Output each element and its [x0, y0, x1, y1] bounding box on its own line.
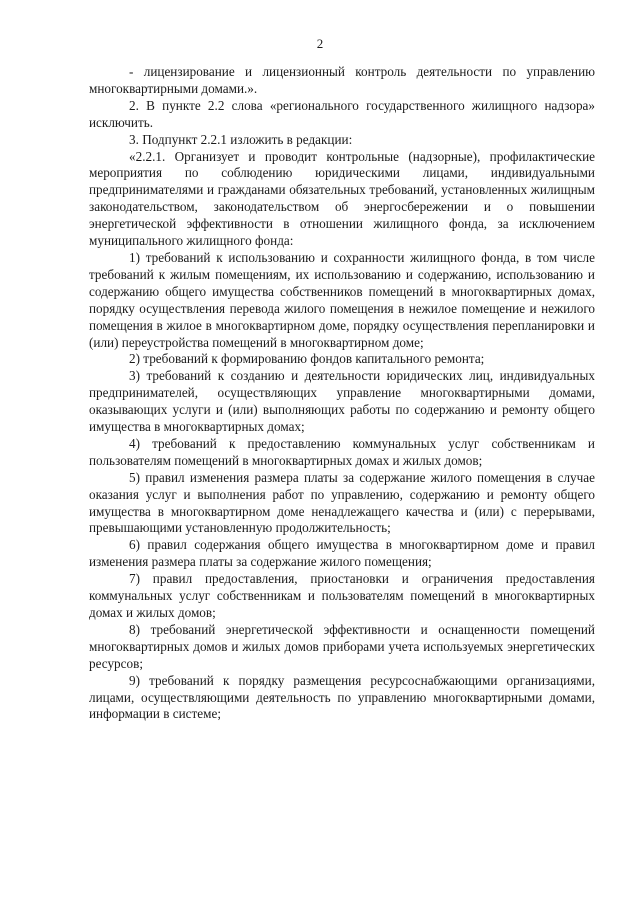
list-item-1: 1) требований к использованию и сохранности жилищного фонда, в том числе требований к жилым помещениям, их использованию и содержанию, использованию и содержанию общего имущества собственников помещений в многоквартирных домах, порядку осуществления перевода жилого помещения в нежилое помещение и нежилого помещения в жилое в многоквартирном доме, порядку осуществления перепланировки и (или) переустройства помещений в многоквартирном доме; — [89, 249, 595, 350]
list-item-3: 3) требований к созданию и деятельности юридических лиц, индивидуальных предпринимателей, осуществляющих управление многоквартирными домами, оказывающих услуги и (или) выполняющих работы по содержанию и ремонту общего имущества в многоквартирных домах; — [89, 368, 595, 435]
list-item-6: 6) правил содержания общего имущества в многоквартирном доме и правил изменения размера платы за содержание жилого помещения; — [89, 537, 595, 570]
document-body — [89, 64, 595, 723]
paragraph-licensing: - лицензирование и лицензионный контроль деятельности по управлению многоквартирными домами.». — [89, 64, 595, 96]
list-item-5: 5) правил изменения размера платы за содержание жилого помещения в случае оказания услуг и выполнения работ по управлению, содержанию и ремонту общего имущества в многоквартирном доме ненадлежащего качества и (или) с перерывами, превышающими установленную продолжительность; — [89, 469, 595, 536]
list-item-4: 4) требований к предоставлению коммунальных услуг собственникам и пользователям помещений в многоквартирных домах и жилых домов; — [89, 435, 595, 468]
list-item-9: 9) требований к порядку размещения ресурсоснабжающими организациями, лицами, осуществляющими деятельность по управлению многоквартирными домами, информации в системе; — [89, 672, 595, 722]
list-item-8: 8) требований энергетической эффективности и оснащенности помещений многоквартирных домов и жилых домов приборами учета используемых энергетических ресурсов; — [89, 621, 595, 671]
paragraph-2-2-1: «2.2.1. Организует и проводит контрольные (надзорные), профилактические мероприятия по соблюдению юридическими лицами, индивидуальными предпринимателями и гражданами обязательных требований, установленных жилищным законодательством, законодательством об энергосбережении и о повышении энергетической эффективности в отношении жилищного фонда, за исключением муниципального жилищного фонда: — [89, 148, 595, 249]
paragraph-item-2: 2. В пункте 2.2 слова «регионального государственного жилищного надзора» исключить. — [89, 97, 595, 130]
list-item-7: 7) правил предоставления, приостановки и ограничения предоставления коммунальных услуг собственникам и пользователям помещений в многоквартирных домах и жилых домов; — [89, 571, 595, 620]
paragraph-item-3: 3. Подпункт 2.2.1 изложить в редакции: — [129, 131, 353, 147]
list-item-2: 2) требований к формированию фондов капитального ремонта; — [129, 351, 485, 367]
page-number: 2 — [316, 36, 324, 51]
